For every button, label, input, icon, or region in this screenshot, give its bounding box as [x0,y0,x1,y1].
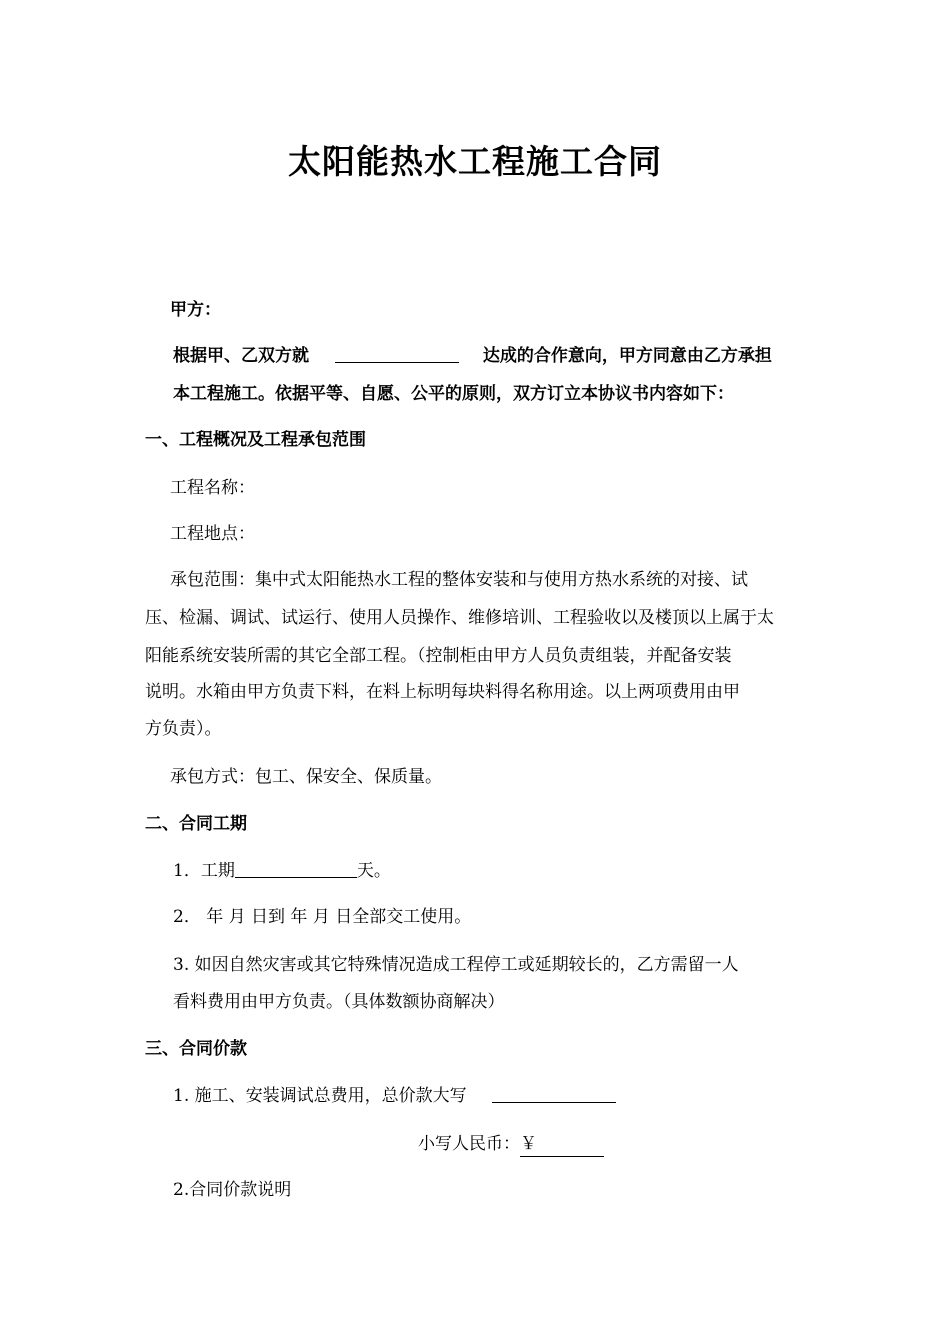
party-a-label: 甲方： [170,300,221,320]
project-blank [335,344,459,363]
force-majeure-line-1: 3. 如因自然灾害或其它特殊情况造成工程停工或延期较长的，乙方需留一人 [173,955,739,975]
intro-line-2: 本工程施工。依据平等、自愿、公平的原则，双方订立本协议书内容如下： [173,384,734,404]
scope-line-5: 方负责）。 [145,719,222,739]
lowercase-price-line [418,1132,604,1157]
total-price-blank [492,1084,616,1103]
contract-title: 太阳能热水工程施工合同 [288,142,662,181]
scope-line-3: 阳能系统安装所需的其它全部工程。（控制柜由甲方人员负责组装，并配备安装 [145,646,732,666]
project-name-label: 工程名称： [170,478,255,498]
scope-line-2: 压、检漏、调试、试运行、使用人员操作、维修培训、工程验收以及楼顶以上属于太 [145,608,774,628]
currency-symbol: ￥ [520,1134,537,1154]
section2-heading: 二、合同工期 [145,814,247,834]
force-majeure-line-2: 看料费用由甲方负责。（具体数额协商解决） [173,992,505,1012]
project-location-label: 工程地点： [170,524,255,544]
scope-line-4: 说明。水箱由甲方负责下料，在料上标明每块料得名称用途。以上两项费用由甲 [145,682,740,702]
total-price-label: 1. 施工、安装调试总费用，总价款大写 [173,1086,467,1106]
intro-line-1 [173,344,772,368]
section3-heading: 三、合同价款 [145,1039,247,1059]
duration-prefix: 1．工期 [173,861,235,881]
intro-prefix: 根据甲、乙双方就 [173,346,309,366]
scope-line-1: 承包范围：集中式太阳能热水工程的整体安装和与使用方热水系统的对接、试 [170,570,748,590]
lowercase-price-label: 小写人民币： [418,1134,520,1154]
duration-blank [235,859,357,878]
section1-heading: 一、工程概况及工程承包范围 [145,430,366,450]
price-description: 2.合同价款说明 [173,1180,292,1200]
intro-suffix: 达成的合作意向，甲方同意由乙方承担 [482,346,772,366]
duration-line [173,859,391,883]
duration-suffix: 天。 [356,861,391,881]
date-range-line: 2． 年 月 日到 年 月 日全部交工使用。 [173,907,472,927]
total-price-line [173,1084,616,1108]
contract-mode: 承包方式：包工、保安全、保质量。 [170,767,442,787]
lowercase-price-blank [520,1132,604,1157]
